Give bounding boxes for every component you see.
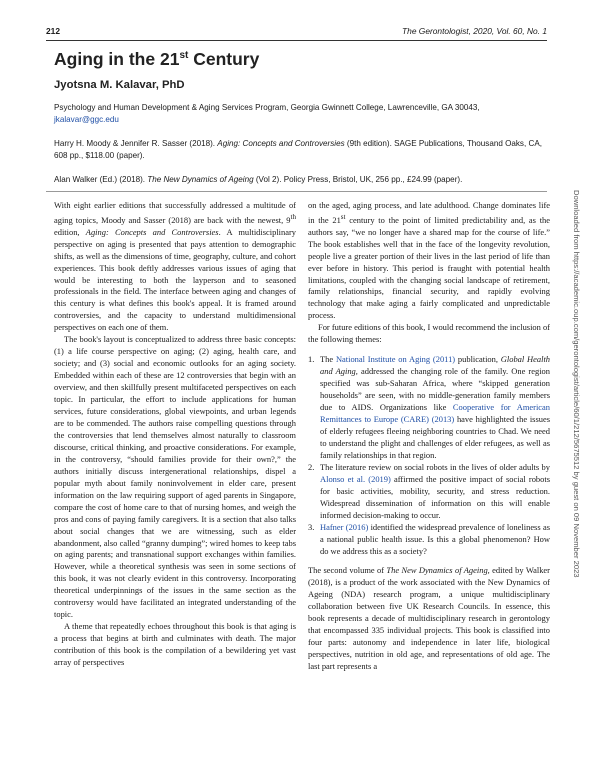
page-number: 212 — [46, 26, 60, 36]
recommendation-list — [308, 354, 550, 557]
reference-link[interactable]: Alonso et al. (2019) — [320, 473, 391, 484]
section-rule — [46, 191, 547, 192]
paragraph: For future editions of this book, I would recommend the inclusion of the following themes: — [308, 322, 550, 345]
title-text: Aging in the 21 — [54, 49, 180, 69]
reference-link[interactable]: National Institute on Aging (2011) — [335, 354, 456, 365]
running-head — [46, 26, 547, 40]
book2-details: (Vol 2). Policy Press, Bristol, UK, 256 pp., £24.99 (paper). — [253, 175, 463, 184]
title-end: Century — [188, 49, 260, 69]
title-superscript: st — [179, 50, 189, 62]
book1-title: Aging: Concepts and Controversies — [217, 139, 345, 148]
download-watermark: Downloaded from https://academic.oup.com/gerontologist/article/60/1/212/5675512 by guest on 09 November 2023 — [572, 190, 581, 578]
reference-link[interactable]: Cooperative for American Remittances to Europe (CARE) (2013) — [320, 402, 550, 425]
list-item: 3. Hafner (2016) identified the widespread prevalence of loneliness as a national public health issue. Is this a global phenomenon? How do we address this as a society? — [308, 521, 550, 556]
paragraph: A theme that repeatedly echoes throughout this book is that aging is a process that begins at birth and culminates with death. The major contribution of this book is the compilation of a bewildering yet vast array of perspectives — [54, 621, 296, 668]
affiliation-text: Psychology and Human Development & Aging Services Program, Georgia Gwinnett College, Lawrenceville, GA 30043, — [54, 103, 480, 112]
list-item: 1. The National Institute on Aging (2011) publication, Global Health and Aging, addressed the changing role of the family. One region specified was sub-Saharan Africa, where “skipped generation households” are seen, with no middle-generation family members due to AIDS. Organizations like Cooperative for American Remittances to Europe (CARE) (2013) have highlighted the issues of elderly refugees fleeing neighboring countries to Chad. We need to understand the plight and challenges of elder refugees, as well as family relationships in that region. — [308, 354, 551, 460]
paragraph: The second volume of The New Dynamics of Ageing, edited by Walker (2018), is a product of the work associated with the New Dynamics of Ageing (NDA) research program, a unique multidisciplinary collaboration between five UK Research Councils. In essence, this book represents a decade of multidisciplinary research in gerontology that encompassed 335 individual projects. This book is classified into four parts: autonomy and independence in later life, biological perspectives, nutrition in old age, and representations of old age. The last part represents a — [308, 565, 550, 672]
journal-citation: The Gerontologist, 2020, Vol. 60, No. 1 — [402, 26, 547, 36]
book2-title: The New Dynamics of Ageing — [147, 175, 254, 184]
book1-details: (9th edition). SAGE Publications, Thousand Oaks, CA, 608 pp., $118.00 (paper). — [54, 139, 542, 160]
article-title — [54, 49, 259, 70]
book1-authors: Harry H. Moody & Jennifer R. Sasser (2018). — [54, 139, 216, 148]
book-citation-2 — [54, 174, 549, 186]
affiliation — [54, 102, 549, 126]
author-email-link[interactable]: jkalavar@ggc.edu — [54, 115, 119, 124]
reference-link[interactable]: Hafner (2016) — [320, 521, 369, 532]
book2-authors: Alan Walker (Ed.) (2018). — [54, 175, 146, 184]
book-citation-1 — [54, 138, 549, 162]
left-column — [54, 200, 296, 669]
author-name: Jyotsna M. Kalavar, PhD — [54, 79, 185, 91]
header-rule — [46, 40, 547, 41]
right-column — [308, 200, 550, 673]
paragraph: The book's layout is conceptualized to address three basic concepts: (1) a life course perspective on aging; (2) aging, health care, and society; and (3) social and economic outlooks for an aging society. Embedded within each of these are 12 controversies that begin with an overview, and then skillfully present multifaceted perspectives on each topic. In particular, the effort to include applications for human services, future considerations, global viewpoints, and urban legends are to be commended. The authors raise compelling questions through the controversies that lend themselves almost naturally to classroom discourse, critical thinking, and proactive considerations. For example, in the controversy, “should families provide for their own?,” the authors initially discuss intergenerational relationships, dispel a popular myth about family noninvolvement in elder care, present information on the law requiring support of aged parents in Singapore, compare the cost of home care to that of nursing homes, and weigh the pros and cons of paying family caregivers. It is a section that also talks about social changes that we are witnessing, such as elder abandonment, also called “granny dumping”; wired homes to keep tabs on aging parents; and transnational support exchanges within families. However, while a theoretical synthesis was seen in some sections of this book, it was not clearly evident in this controversy. Incorporating theoretical underpinnings of the issues in the same section as the controversy would have facilitated an integrated understanding of the topic. — [54, 334, 296, 620]
paragraph: With eight earlier editions that successfully addressed a multitude of aging topics, Moody and Sasser (2018) are back with the newest, 9th edition, Aging: Concepts and Controversies. A multidisciplinary perspective on aging is presented that pays attention to demographic shifts, as well as the dimensions of time, geography, culture, and cohort experiences. This book deftly addresses various issues of aging that would be interesting to both the layperson and to seasoned professionals in the field. The interface between aging and changes of this century is what defines this book's appeal. It is framed around controversies, and the capacity to understand multidimensional perspectives on each one of them. — [54, 200, 297, 333]
list-item: 2. The literature review on social robots in the lives of older adults by Alonso et al. (2019) affirmed the positive impact of social robots for basic activities, mobility, security, and stress reduction. Widespread dissemination of information on this will enable informed decision-making to occur. — [308, 461, 550, 520]
paragraph: on the aged, aging process, and late adulthood. Change dominates life in the 21st century to the point of limited predictability and, as the authors say, “we no longer have a shared map for the course of life.” The book establishes well that in the face of the longevity revolution, people live a greater portion of their lives in the last period of life than ever before in history. This period is fraught with potential health limitations, coupled with the changing social landscape of retirement, family relationships, financial security, and rapidly evolving technology that make aging a fairly complicated and unpredictable process. — [308, 200, 550, 321]
